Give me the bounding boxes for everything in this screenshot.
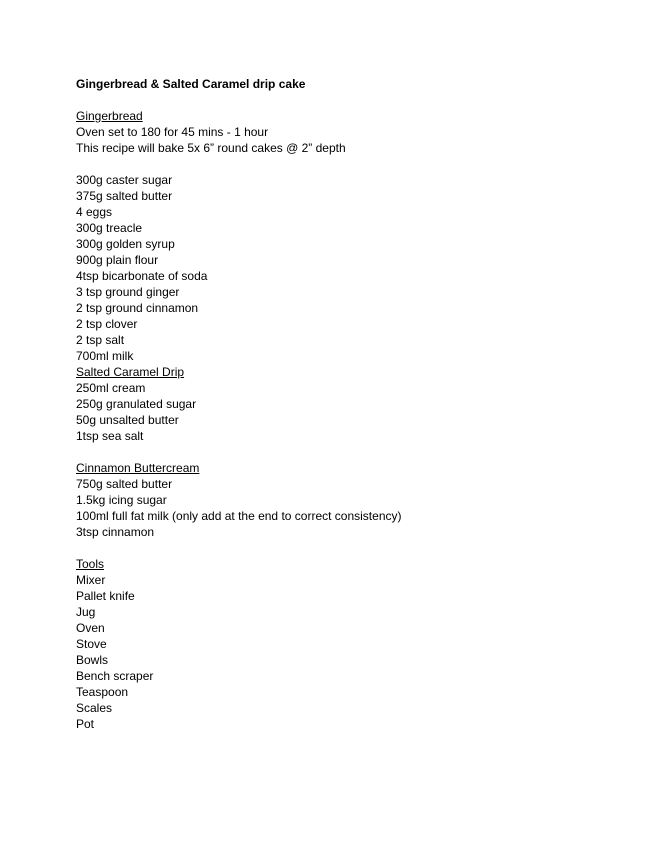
ingredient-item: 750g salted butter bbox=[76, 477, 173, 491]
tool-item: Jug bbox=[76, 605, 96, 619]
ingredient-item: 2 tsp salt bbox=[76, 333, 125, 347]
gingerbread-heading: Gingerbread bbox=[76, 109, 143, 123]
document-title: Gingerbread & Salted Caramel drip cake bbox=[76, 77, 306, 91]
ingredient-item: 250ml cream bbox=[76, 381, 146, 395]
ingredient-item: 700ml milk bbox=[76, 349, 134, 363]
ingredient-item: 2 tsp clover bbox=[76, 317, 138, 331]
ingredient-item: 2 tsp ground cinnamon bbox=[76, 301, 199, 315]
tools-heading: Tools bbox=[76, 557, 105, 571]
ingredient-item: 4tsp bicarbonate of soda bbox=[76, 269, 208, 283]
ingredient-item: 375g salted butter bbox=[76, 189, 173, 203]
ingredient-item: 1.5kg icing sugar bbox=[76, 493, 167, 507]
ingredient-item: 300g caster sugar bbox=[76, 173, 173, 187]
salted-caramel-section bbox=[76, 364, 616, 444]
ingredient-item: 100ml full fat milk (only add at the end to correct consistency) bbox=[76, 509, 402, 523]
salted-caramel-ingredient-list bbox=[76, 380, 616, 444]
ingredient-item: 50g unsalted butter bbox=[76, 413, 179, 427]
ingredient-item: 1tsp sea salt bbox=[76, 429, 144, 443]
yield-note: This recipe will bake 5x 6” round cakes @ 2” depth bbox=[76, 141, 346, 155]
gingerbread-ingredient-list bbox=[76, 172, 616, 364]
ingredient-item: 3tsp cinnamon bbox=[76, 525, 155, 539]
tool-item: Pallet knife bbox=[76, 589, 135, 603]
tools-list bbox=[76, 572, 616, 732]
tool-item: Stove bbox=[76, 637, 107, 651]
ingredient-item: 900g plain flour bbox=[76, 253, 159, 267]
ingredient-item: 250g granulated sugar bbox=[76, 397, 197, 411]
tool-item: Mixer bbox=[76, 573, 106, 587]
ingredient-item: 4 eggs bbox=[76, 205, 113, 219]
tool-item: Teaspoon bbox=[76, 685, 129, 699]
tool-item: Oven bbox=[76, 621, 105, 635]
tools-section bbox=[76, 556, 616, 732]
buttercream-heading: Cinnamon Buttercream bbox=[76, 461, 200, 475]
tool-item: Bench scraper bbox=[76, 669, 154, 683]
tool-item: Scales bbox=[76, 701, 113, 715]
ingredient-item: 3 tsp ground ginger bbox=[76, 285, 180, 299]
ingredient-item: 300g treacle bbox=[76, 221, 143, 235]
tool-item: Pot bbox=[76, 717, 95, 731]
buttercream-section bbox=[76, 460, 616, 540]
oven-note: Oven set to 180 for 45 mins - 1 hour bbox=[76, 125, 269, 139]
document-body bbox=[76, 76, 616, 748]
gingerbread-section bbox=[76, 108, 616, 156]
ingredient-item: 300g golden syrup bbox=[76, 237, 175, 251]
salted-caramel-heading: Salted Caramel Drip bbox=[76, 365, 185, 379]
tool-item: Bowls bbox=[76, 653, 109, 667]
buttercream-ingredient-list bbox=[76, 476, 616, 540]
